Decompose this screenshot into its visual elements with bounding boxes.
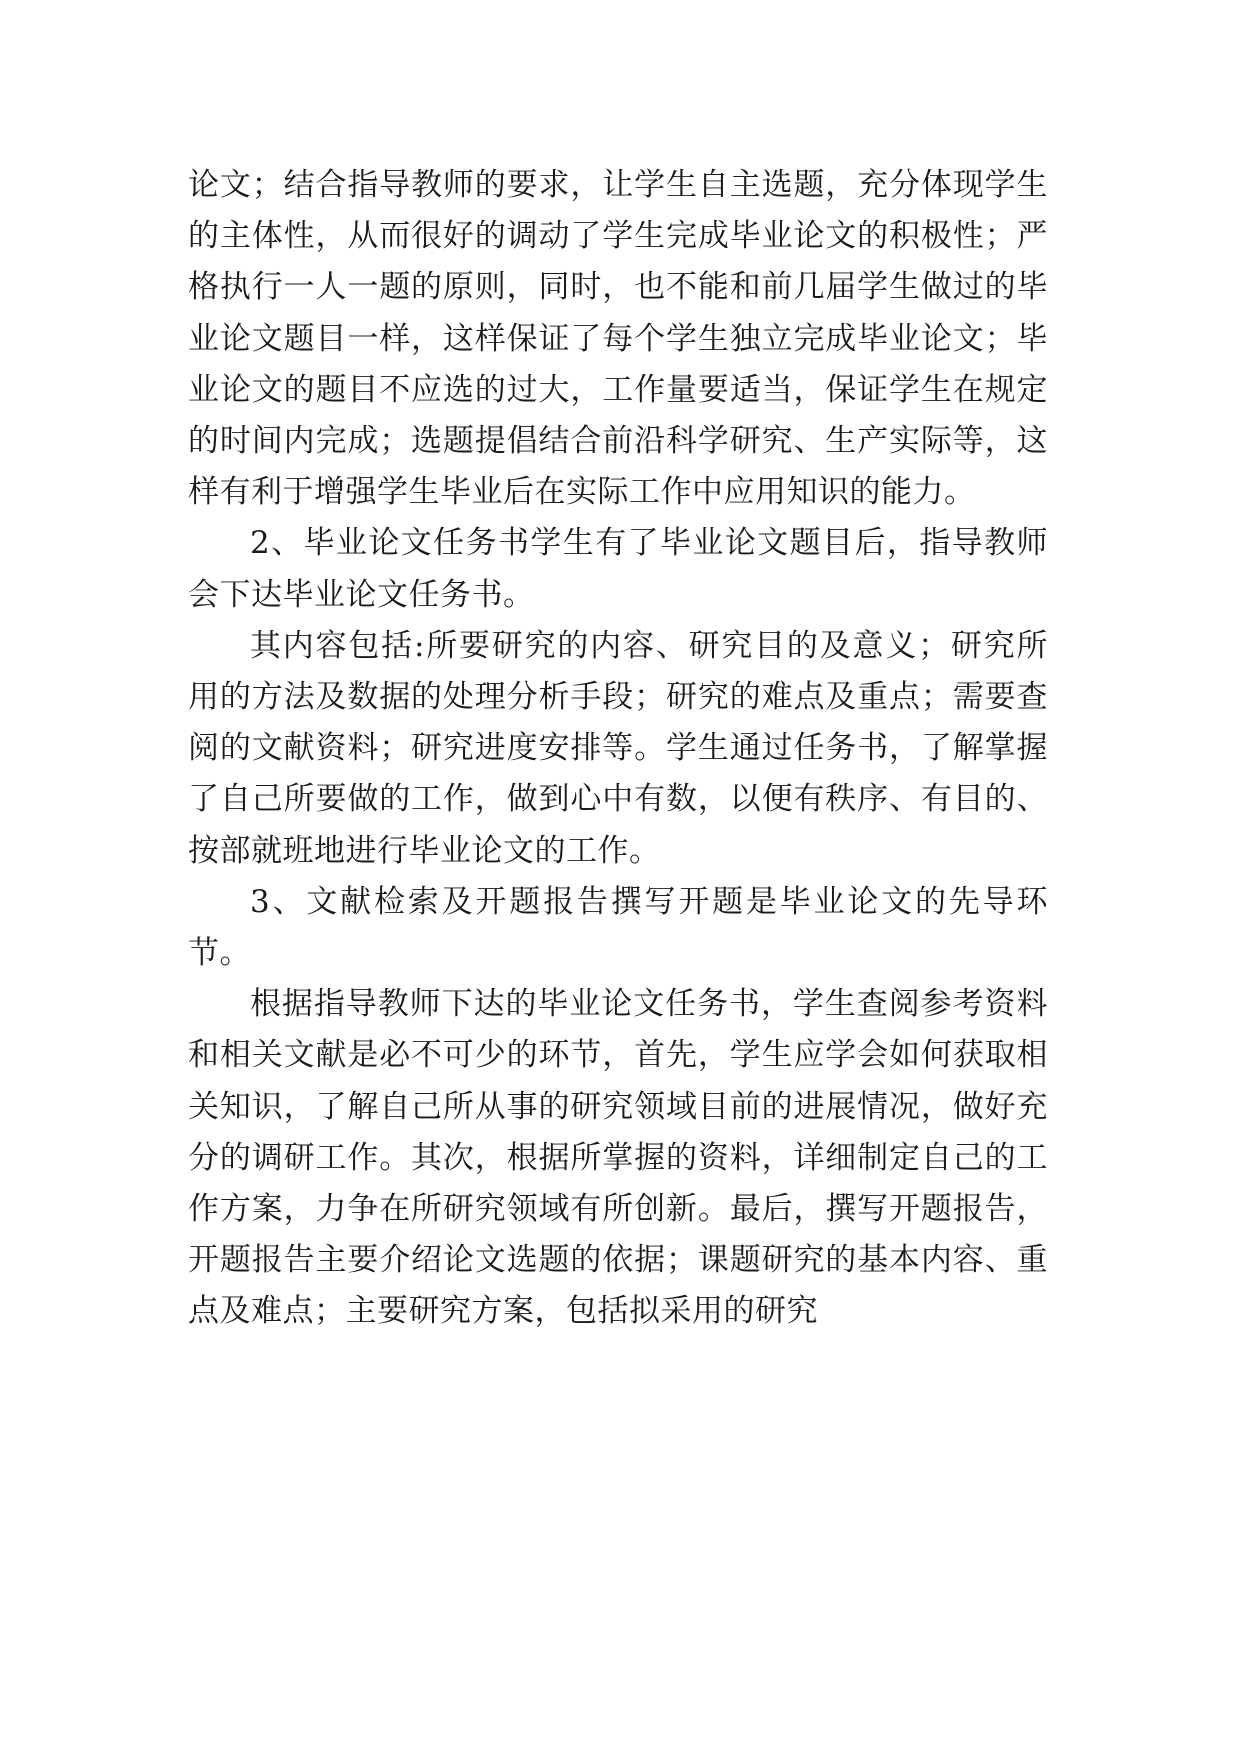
paragraph-task-book-content: 其内容包括:所要研究的内容、研究目的及意义；研究所用的方法及数据的处理分析手段；研究的难点及重点；需要查阅的文献资料；研究进度安排等。学生通过任务书，了解掌握了自己所要做的工作，做到心中有数，以便有秩序、有目的、按部就班地进行毕业论文的工作。	[188, 627, 1048, 869]
body-text	[188, 160, 1048, 1338]
paragraph-task-book: 2、毕业论文任务书学生有了毕业论文题目后，指导教师会下达毕业论文任务书。	[188, 525, 1048, 613]
paragraph-opening-report: 根据指导教师下达的毕业论文任务书，学生查阅参考资料和相关文献是必不可少的环节，首先，学生应学会如何获取相关知识，了解自己所从事的研究领域目前的进展情况，做好充分的调研工作。其次，根据所掌握的资料，详细制定自己的工作方案，力争在所研究领域有所创新。最后，撰写开题报告，开题报告主要介绍论文选题的依据；课题研究的基本内容、重点及难点；主要研究方案，包括拟采用的研究	[188, 986, 1048, 1330]
paragraph-topic-selection: 论文；结合指导教师的要求，让学生自主选题，充分体现学生的主体性，从而很好的调动了学生完成毕业论文的积极性；严格执行一人一题的原则，同时，也不能和前几届学生做过的毕业论文题目一样，这样保证了每个学生独立完成毕业论文；毕业论文的题目不应选的过大，工作量要适当，保证学生在规定的时间内完成；选题提倡结合前沿科学研究、生产实际等，这样有利于增强学生毕业后在实际工作中应用知识的能力。	[188, 167, 1048, 511]
paragraph-literature-review: 3、文献检索及开题报告撰写开题是毕业论文的先导环节。	[188, 883, 1048, 972]
